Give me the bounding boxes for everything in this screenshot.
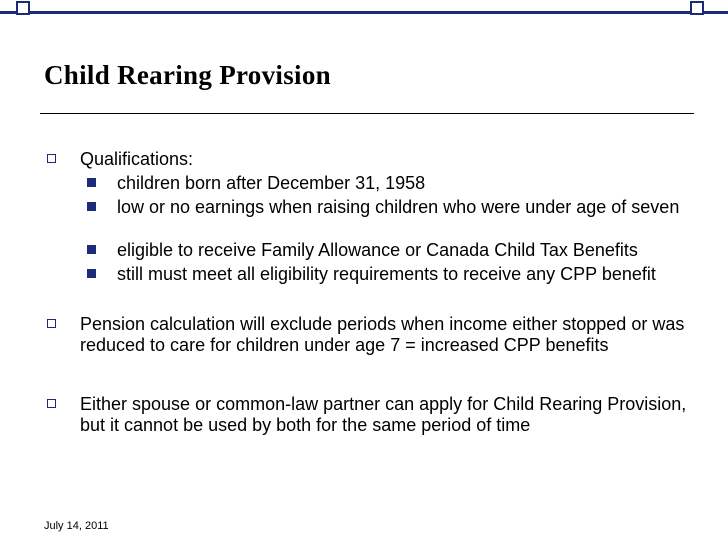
solid-square-bullet-icon <box>87 269 96 278</box>
sub-bullet-item: low or no earnings when raising children who were under age of seven <box>117 197 680 217</box>
bullet-pension-calculation: Pension calculation will exclude periods when income either stopped or was reduced to care for children under age 7 = increased CPP benefits <box>80 314 685 355</box>
solid-square-bullet-icon <box>87 245 96 254</box>
title-divider <box>40 113 694 114</box>
sub-bullet-item: still must meet all eligibility requirements to receive any CPP benefit <box>117 264 656 284</box>
hollow-square-bullet-icon <box>47 319 56 328</box>
sub-bullet-item: children born after December 31, 1958 <box>117 173 426 193</box>
sub-bullet-item: eligible to receive Family Allowance or Canada Child Tax Benefits <box>117 240 638 260</box>
solid-square-bullet-icon <box>87 202 96 211</box>
decorative-square-icon <box>16 1 30 15</box>
slide-title: Child Rearing Provision <box>44 60 331 90</box>
footer-date: July 14, 2011 <box>44 520 109 532</box>
hollow-square-bullet-icon <box>47 399 56 408</box>
header-accent-line <box>0 11 728 14</box>
hollow-square-bullet-icon <box>47 154 56 163</box>
bullet-qualifications: Qualifications: <box>80 149 194 169</box>
bullet-either-spouse: Either spouse or common-law partner can apply for Child Rearing Provision, but it cannot be used by both for the same period of time <box>80 394 687 435</box>
decorative-square-icon <box>690 1 704 15</box>
solid-square-bullet-icon <box>87 178 96 187</box>
